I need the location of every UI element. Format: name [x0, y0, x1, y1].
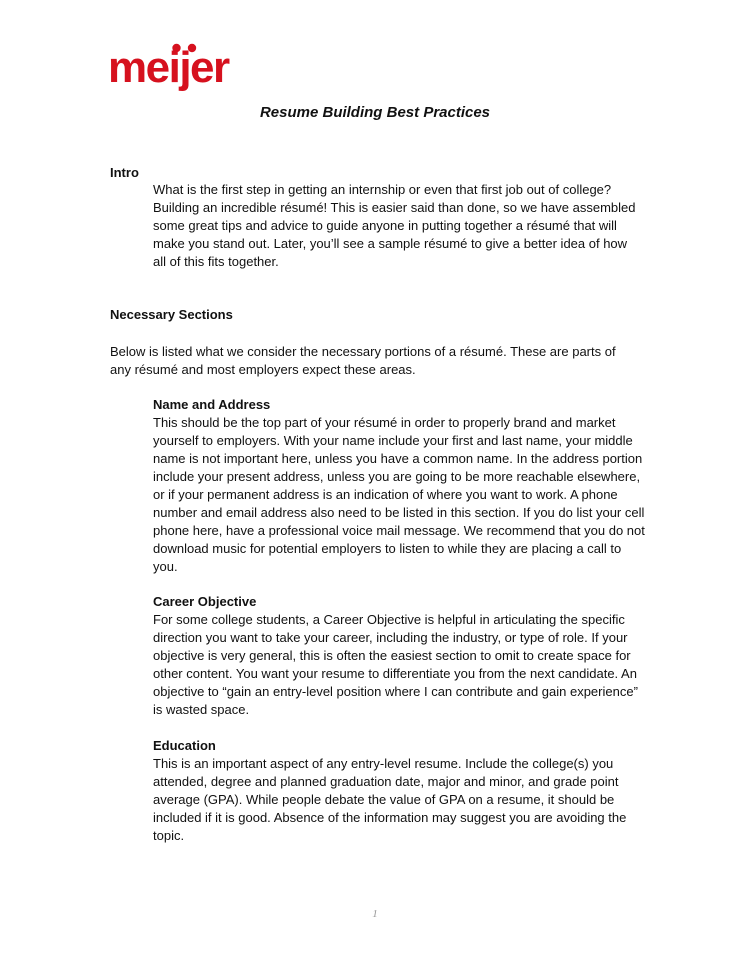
career-objective-heading: Career Objective [153, 594, 257, 609]
meijer-logo [108, 40, 258, 111]
page-title: Resume Building Best Practices [259, 104, 491, 121]
logo-text: meijer [108, 43, 229, 92]
meijer-logo-mark [108, 40, 258, 102]
intro-body: What is the first step in getting an internship or even that first job out of college? Building an incredible résumé! This is easier said than done, so we have assembled some great tips and advice to guide anyone in putting together a résumé that will make you stand out. Later, you’ll see a sample résumé to give a better idea of how all of this fits together. [153, 182, 636, 269]
page-number: 1 [372, 908, 378, 920]
education-heading: Education [153, 738, 216, 753]
name-address-body: This should be the top part of your résumé in order to properly brand and market yourself to employers. With your name include your first and last name, your middle name is not important here, unless you have a common name. In the address portion include your present address, unless you are going to be more reachable elsewhere, or if your permanent address is an indication of where you want to work. A phone number and email address also need to be listed in this section. If you do list your cell phone here, have a professional voice mail message. We recommend that you do not download music for potential employers to listen to while they are placing a call to you. [153, 415, 645, 574]
necessary-sections-body: Below is listed what we consider the necessary portions of a résumé. These are parts of any résumé and most employers expect these areas. [110, 344, 616, 377]
career-objective-body: For some college students, a Career Objective is helpful in articulating the specific direction you want to take your career, including the industry, or type of role. If your objective is very general, this is often the easiest section to omit to create space for other content. You want your resume to differentiate you from the next candidate. An objective to “gain an entry-level position where I can contribute and gain experience” is wasted space. [153, 612, 638, 717]
name-address-heading: Name and Address [153, 397, 271, 412]
education-body: This is an important aspect of any entry-level resume. Include the college(s) you attended, degree and planned graduation date, major and minor, and grade point average (GPA). While people debate the value of GPA on a resume, it should be included if it is good. Absence of the information may suggest you are avoiding the topic. [153, 756, 627, 843]
necessary-sections-heading: Necessary Sections [110, 307, 233, 322]
intro-heading: Intro [110, 165, 139, 180]
